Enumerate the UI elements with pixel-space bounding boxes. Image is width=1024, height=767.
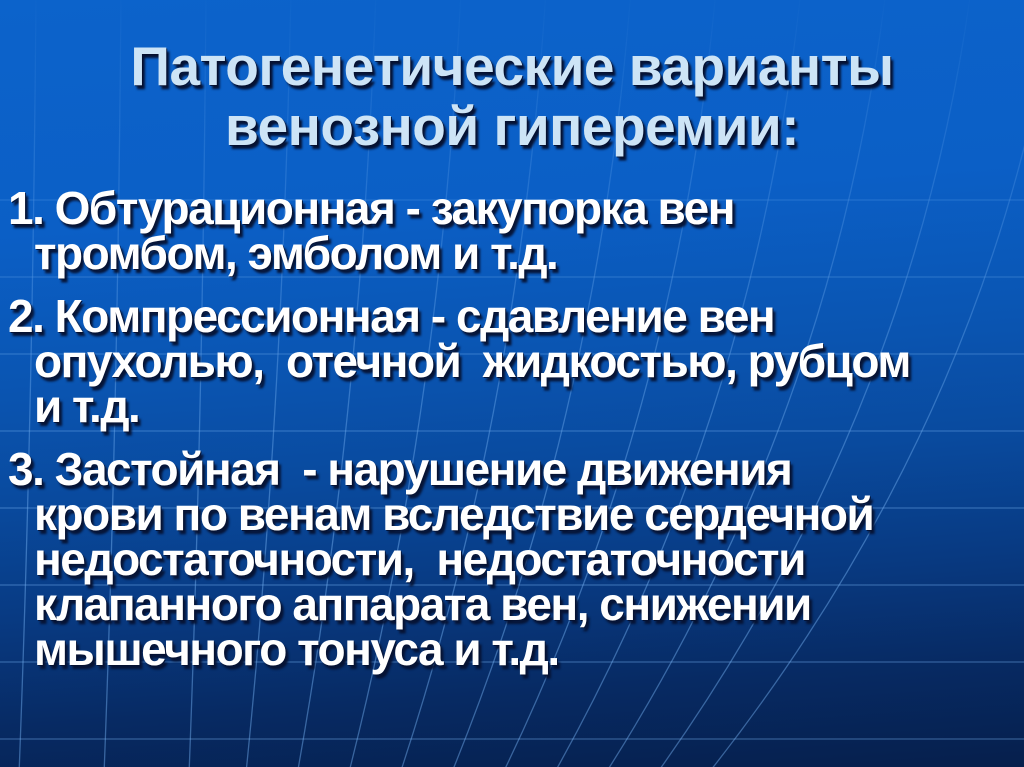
slide-title — [0, 36, 1024, 156]
list-item — [0, 182, 1016, 279]
list-item-wrapped-line: мышечного тонуса и т.д. — [34, 623, 559, 675]
list-item-first-line: 1. Обтурационная - закупорка вен — [8, 182, 735, 234]
list-item — [0, 443, 1016, 675]
slide-title-line: Патогенетические варианты — [130, 35, 894, 97]
list-item-first-line: 3. Застойная - нарушение движения — [8, 443, 792, 495]
list-item-wrapped-line: клапанного аппарата вен, снижении — [34, 578, 811, 630]
list-item-wrapped-line: крови по венам вследствие сердечной — [34, 488, 874, 540]
list-item-first-line: 2. Компрессионная - сдавление вен — [8, 290, 775, 342]
list-item — [0, 290, 1016, 432]
slide-title-line: венозной гиперемии: — [224, 95, 800, 157]
list-item-wrapped-line: тромбом, эмболом и т.д. — [34, 227, 558, 279]
slide-body-list — [0, 182, 1016, 675]
list-item-wrapped-line: недостаточности, недостаточности — [34, 533, 805, 585]
list-item-wrapped-line: опухолью, отечной жидкостью, рубцом — [34, 335, 910, 387]
list-item-wrapped-line: и т.д. — [34, 380, 140, 432]
